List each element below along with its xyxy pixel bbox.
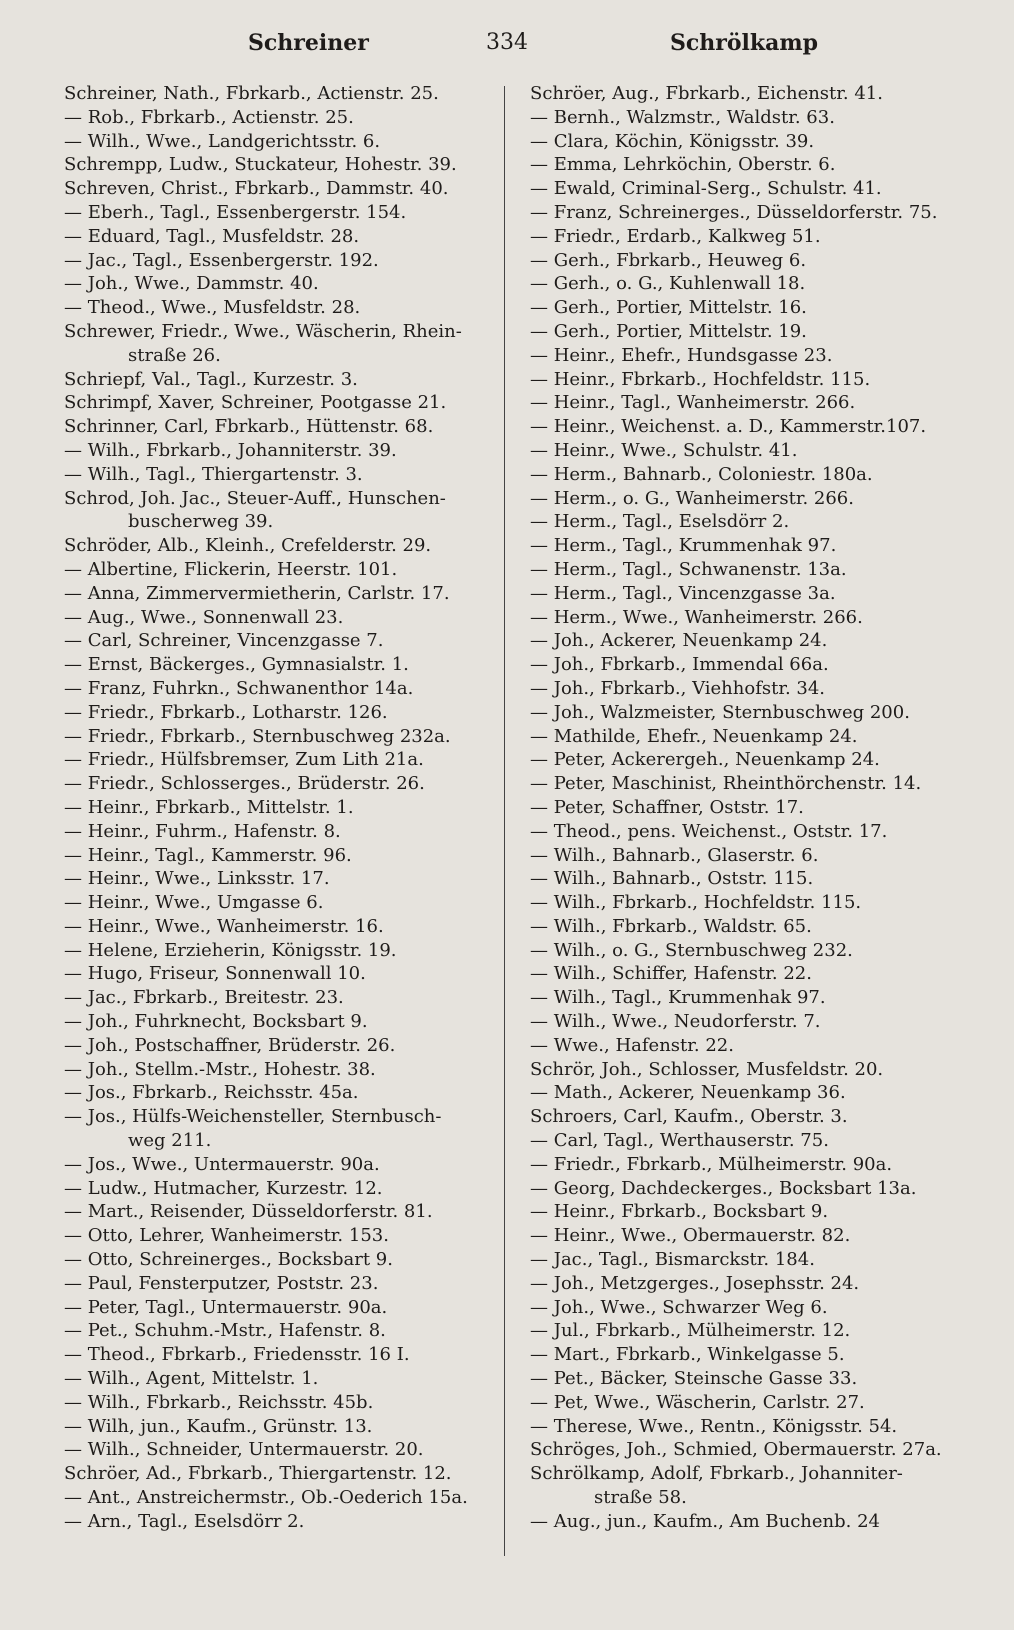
directory-entry: — Aug., jun., Kaufm., Am Buchenb. 24 — [530, 1510, 880, 1532]
directory-entry: — Emma, Lehrköchin, Oberstr. 6. — [530, 154, 836, 176]
right-column — [530, 82, 970, 1534]
directory-entry-continuation: weg 211. — [128, 1130, 212, 1152]
directory-entry: Schrempp, Ludw., Stuckateur, Hohestr. 39. — [64, 154, 457, 176]
directory-entry: — Rob., Fbrkarb., Actienstr. 25. — [64, 106, 354, 128]
directory-entry: — Ernst, Bäckerges., Gymnasialstr. 1. — [64, 654, 409, 676]
directory-entry: — Heinr., Fbrkarb., Hochfeldstr. 115. — [530, 368, 871, 390]
left-column — [64, 82, 504, 1534]
directory-entry: — Wwe., Hafenstr. 22. — [530, 1034, 734, 1056]
directory-entry: — Herm., Tagl., Schwanenstr. 13a. — [530, 558, 847, 580]
directory-entry: — Wilh., Wwe., Neudorferstr. 7. — [530, 1011, 821, 1033]
directory-entry: Schrör, Joh., Schlosser, Musfeldstr. 20. — [530, 1058, 884, 1080]
directory-entry: — Bernh., Walzmstr., Waldstr. 63. — [530, 106, 835, 128]
directory-entry: — Wilh., o. G., Sternbuschweg 232. — [530, 939, 853, 961]
directory-entry: — Wilh., Fbrkarb., Johanniterstr. 39. — [64, 439, 397, 461]
directory-entry: — Gerh., Portier, Mittelstr. 16. — [530, 297, 807, 319]
directory-entry: — Jos., Fbrkarb., Reichsstr. 45a. — [64, 1082, 359, 1104]
directory-entry: — Joh., Stellm.-Mstr., Hohestr. 38. — [64, 1058, 376, 1080]
directory-entry: — Joh., Metzgerges., Josephsstr. 24. — [530, 1272, 860, 1294]
directory-entry: — Eberh., Tagl., Essenbergerstr. 154. — [64, 201, 407, 223]
directory-entry: — Ant., Anstreichermstr., Ob.-Oederich 15a. — [64, 1487, 468, 1509]
directory-entry: — Joh., Wwe., Schwarzer Weg 6. — [530, 1296, 828, 1318]
directory-entry: — Peter, Ackerergeh., Neuenkamp 24. — [530, 749, 880, 771]
directory-entry: — Heinr., Wwe., Umgasse 6. — [64, 892, 324, 914]
directory-entry: — Arn., Tagl., Eselsdörr 2. — [64, 1510, 305, 1532]
directory-entry: — Jac., Tagl., Essenbergerstr. 192. — [64, 249, 379, 271]
directory-entry: — Theod., Wwe., Musfeldstr. 28. — [64, 297, 361, 319]
directory-entry: Schröder, Alb., Kleinh., Crefelderstr. 29. — [64, 535, 432, 557]
directory-entry: — Helene, Erzieherin, Königsstr. 19. — [64, 939, 397, 961]
directory-entry: — Wilh., Bahnarb., Glaserstr. 6. — [530, 844, 819, 866]
directory-entry: — Wilh., Fbrkarb., Hochfeldstr. 115. — [530, 892, 862, 914]
directory-entry: — Herm., Tagl., Eselsdörr 2. — [530, 511, 790, 533]
directory-entry: Schröges, Joh., Schmied, Obermauerstr. 27a. — [530, 1439, 942, 1461]
directory-entry: Schrinner, Carl, Fbrkarb., Hüttenstr. 68. — [64, 416, 434, 438]
directory-entry: — Jos., Wwe., Untermauerstr. 90a. — [64, 1153, 380, 1175]
directory-entry: — Joh., Fuhrknecht, Bocksbart 9. — [64, 1011, 368, 1033]
directory-entry-continuation: straße 26. — [128, 344, 221, 366]
directory-entry: — Friedr., Hülfsbremser, Zum Lith 21a. — [64, 749, 424, 771]
directory-entry: Schreiner, Nath., Fbrkarb., Actienstr. 25. — [64, 83, 439, 104]
directory-entry: — Georg, Dachdeckerges., Bocksbart 13a. — [530, 1177, 917, 1199]
directory-entry: — Friedr., Fbrkarb., Lotharstr. 126. — [64, 701, 388, 723]
directory-entry: — Clara, Köchin, Königsstr. 39. — [530, 130, 815, 152]
directory-entry: — Friedr., Fbrkarb., Sternbuschweg 232a. — [64, 725, 451, 747]
directory-entry: Schröer, Ad., Fbrkarb., Thiergartenstr. 12. — [64, 1463, 452, 1485]
directory-entry: — Eduard, Tagl., Musfeldstr. 28. — [64, 225, 360, 247]
directory-entry: — Wilh., Wwe., Landgerichtsstr. 6. — [64, 130, 381, 152]
directory-entry: Schriepf, Val., Tagl., Kurzestr. 3. — [64, 368, 358, 390]
directory-entry: — Peter, Schaffner, Oststr. 17. — [530, 796, 804, 818]
directory-entry: — Otto, Schreinerges., Bocksbart 9. — [64, 1249, 393, 1271]
directory-entry: — Wilh., Tagl., Thiergartenstr. 3. — [64, 463, 363, 485]
directory-entry: — Joh., Ackerer, Neuenkamp 24. — [530, 630, 828, 652]
directory-entry: — Herm., Tagl., Vincenzgasse 3a. — [530, 582, 836, 604]
directory-entry: — Heinr., Fbrkarb., Mittelstr. 1. — [64, 796, 354, 818]
directory-entry: — Heinr., Weichenst. a. D., Kammerstr.107. — [530, 416, 927, 438]
directory-entry: — Therese, Wwe., Rentn., Königsstr. 54. — [530, 1415, 898, 1437]
directory-entry: — Peter, Tagl., Untermauerstr. 90a. — [64, 1296, 388, 1318]
directory-entry: — Joh., Walzmeister, Sternbuschweg 200. — [530, 701, 910, 723]
directory-entry: — Wilh., Schneider, Untermauerstr. 20. — [64, 1439, 424, 1461]
directory-entry: — Wilh., Schiffer, Hafenstr. 22. — [530, 963, 812, 985]
directory-entry: — Pet, Wwe., Wäscherin, Carlstr. 27. — [530, 1391, 865, 1413]
directory-entry: — Heinr., Wwe., Schulstr. 41. — [530, 439, 798, 461]
directory-entry: — Albertine, Flickerin, Heerstr. 101. — [64, 558, 398, 580]
directory-entry-continuation: straße 58. — [594, 1487, 687, 1509]
directory-entry: — Heinr., Fuhrm., Hafenstr. 8. — [64, 820, 341, 842]
directory-entry: — Franz, Fuhrkn., Schwanenthor 14a. — [64, 677, 414, 699]
directory-entry: — Theod., pens. Weichenst., Oststr. 17. — [530, 820, 888, 842]
directory-entry: — Joh., Postschaffner, Brüderstr. 26. — [64, 1034, 396, 1056]
column-divider — [504, 86, 505, 1556]
directory-entry: — Heinr., Wwe., Obermauerstr. 82. — [530, 1225, 851, 1247]
directory-entry: — Herm., o. G., Wanheimerstr. 266. — [530, 487, 854, 509]
directory-entry: — Jos., Hülfs-Weichensteller, Sternbusch- — [64, 1106, 442, 1128]
directory-entry: — Ewald, Criminal-Serg., Schulstr. 41. — [530, 178, 882, 200]
directory-entry: — Joh., Fbrkarb., Immendal 66a. — [530, 654, 829, 676]
directory-entry: — Friedr., Schlosserges., Brüderstr. 26. — [64, 773, 425, 795]
directory-entry: — Mathilde, Ehefr., Neuenkamp 24. — [530, 725, 858, 747]
page-number: 334 — [486, 30, 528, 55]
directory-entry: — Friedr., Fbrkarb., Mülheimerstr. 90a. — [530, 1153, 893, 1175]
directory-entry: — Jul., Fbrkarb., Mülheimerstr. 12. — [530, 1320, 851, 1342]
directory-entry: — Peter, Maschinist, Rheinthörchenstr. 14. — [530, 773, 922, 795]
directory-entry: Schrod, Joh. Jac., Steuer-Auff., Hunschen- — [64, 487, 446, 509]
directory-entry: — Otto, Lehrer, Wanheimerstr. 153. — [64, 1225, 389, 1247]
directory-entry: Schrölkamp, Adolf, Fbrkarb., Johanniter- — [530, 1463, 903, 1485]
directory-entry: — Heinr., Fbrkarb., Bocksbart 9. — [530, 1201, 829, 1223]
directory-entry: — Friedr., Erdarb., Kalkweg 51. — [530, 225, 821, 247]
directory-entry: — Carl, Schreiner, Vincenzgasse 7. — [64, 630, 384, 652]
directory-entry: — Heinr., Wwe., Linksstr. 17. — [64, 868, 330, 890]
directory-entry: — Wilh., Agent, Mittelstr. 1. — [64, 1368, 319, 1390]
directory-entry: Schrimpf, Xaver, Schreiner, Pootgasse 21. — [64, 392, 447, 414]
directory-entry: Schröer, Aug., Fbrkarb., Eichenstr. 41. — [530, 83, 883, 104]
directory-entry: — Jac., Fbrkarb., Breitestr. 23. — [64, 987, 344, 1009]
header-right-keyword: Schrölkamp — [670, 30, 819, 56]
directory-entry: — Anna, Zimmervermietherin, Carlstr. 17. — [64, 582, 450, 604]
directory-entry: — Aug., Wwe., Sonnenwall 23. — [64, 606, 344, 628]
directory-entry-continuation: buscherweg 39. — [128, 511, 274, 533]
directory-entry: — Paul, Fensterputzer, Poststr. 23. — [64, 1272, 379, 1294]
directory-entry: — Pet., Schuhm.-Mstr., Hafenstr. 8. — [64, 1320, 386, 1342]
directory-entry: — Wilh, jun., Kaufm., Grünstr. 13. — [64, 1415, 373, 1437]
directory-entry: — Heinr., Tagl., Kammerstr. 96. — [64, 844, 352, 866]
directory-entry: — Mart., Fbrkarb., Winkelgasse 5. — [530, 1344, 845, 1366]
directory-entry: — Ludw., Hutmacher, Kurzestr. 12. — [64, 1177, 383, 1199]
directory-entry: Schreven, Christ., Fbrkarb., Dammstr. 40. — [64, 178, 449, 200]
directory-entry: — Jac., Tagl., Bismarckstr. 184. — [530, 1249, 815, 1271]
directory-entry: — Carl, Tagl., Werthauserstr. 75. — [530, 1130, 829, 1152]
header-left-keyword: Schreiner — [248, 30, 369, 56]
page-header — [0, 30, 1014, 70]
directory-entry: — Math., Ackerer, Neuenkamp 36. — [530, 1082, 846, 1104]
directory-entry: Schroers, Carl, Kaufm., Oberstr. 3. — [530, 1106, 848, 1128]
directory-entry: — Franz, Schreinerges., Düsseldorferstr. 75. — [530, 201, 938, 223]
directory-entry: — Pet., Bäcker, Steinsche Gasse 33. — [530, 1368, 858, 1390]
directory-entry: — Mart., Reisender, Düsseldorferstr. 81. — [64, 1201, 433, 1223]
directory-entry: Schrewer, Friedr., Wwe., Wäscherin, Rhein- — [64, 320, 462, 342]
directory-entry: — Gerh., Portier, Mittelstr. 19. — [530, 320, 807, 342]
directory-entry: — Hugo, Friseur, Sonnenwall 10. — [64, 963, 366, 985]
directory-entry: — Joh., Wwe., Dammstr. 40. — [64, 273, 319, 295]
directory-entry: — Wilh., Fbrkarb., Waldstr. 65. — [530, 915, 812, 937]
directory-entry: — Heinr., Tagl., Wanheimerstr. 266. — [530, 392, 856, 414]
directory-entry: — Gerh., o. G., Kuhlenwall 18. — [530, 273, 806, 295]
directory-entry: — Wilh., Bahnarb., Oststr. 115. — [530, 868, 814, 890]
directory-entry: — Wilh., Fbrkarb., Reichsstr. 45b. — [64, 1391, 374, 1413]
directory-entry: — Herm., Bahnarb., Coloniestr. 180a. — [530, 463, 873, 485]
directory-entry: — Herm., Wwe., Wanheimerstr. 266. — [530, 606, 863, 628]
directory-entry: — Theod., Fbrkarb., Friedensstr. 16 I. — [64, 1344, 410, 1366]
directory-entry: — Herm., Tagl., Krummenhak 97. — [530, 535, 837, 557]
directory-entry: — Gerh., Fbrkarb., Heuweg 6. — [530, 249, 807, 271]
directory-entry: — Heinr., Ehefr., Hundsgasse 23. — [530, 344, 833, 366]
directory-entry: — Heinr., Wwe., Wanheimerstr. 16. — [64, 915, 384, 937]
directory-entry: — Wilh., Tagl., Krummenhak 97. — [530, 987, 826, 1009]
directory-entry: — Joh., Fbrkarb., Viehhofstr. 34. — [530, 677, 826, 699]
